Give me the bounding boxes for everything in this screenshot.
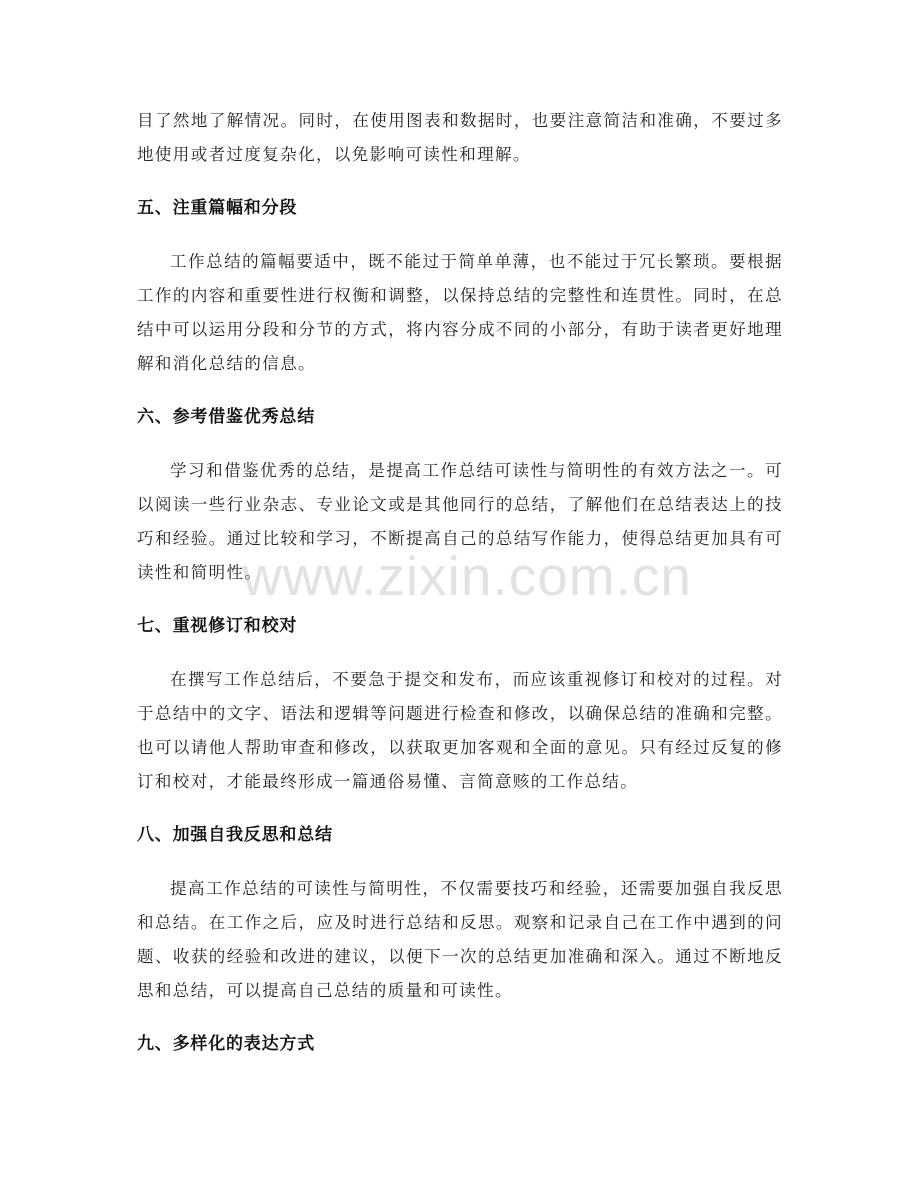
section-heading-8: 八、加强自我反思和总结 [137, 825, 333, 845]
section-heading-7: 七、重视修订和校对 [137, 616, 298, 636]
intro-paragraph: 目了然地了解情况。同时，在使用图表和数据时，也要注意简洁和准确，不要过多地使用或者过度复杂化，以免影响可读性和理解。 [137, 111, 783, 164]
watermark-text: www.zixin.com.cn [242, 545, 692, 607]
section-heading-9: 九、多样化的表达方式 [137, 1034, 315, 1054]
section-body-6: 学习和借鉴优秀的总结，是提高工作总结可读性与简明性的有效方法之一。可以阅读一些行业杂志、专业论文或是其他同行的总结，了解他们在总结表达上的技巧和经验。通过比较和学习，不断提高自己的总结写作能力，使得总结更加具有可读性和简明性。 [137, 461, 783, 582]
section-body-7: 在撰写工作总结后，不要急于提交和发布，而应该重视修订和校对的过程。对于总结中的文字、语法和逻辑等问题进行检查和修改，以确保总结的准确和完整。也可以请他人帮助审查和修改，以获取更加客观和全面的意见。只有经过反复的修订和校对，才能最终形成一篇通俗易懂、言简意赅的工作总结。 [137, 670, 783, 791]
section-heading-5: 五、注重篇幅和分段 [137, 198, 298, 218]
section-body-5: 工作总结的篇幅要适中，既不能过于简单单薄，也不能过于冗长繁琐。要根据工作的内容和重要性进行权衡和调整，以保持总结的完整性和连贯性。同时，在总结中可以运用分段和分节的方式，将内容分成不同的小部分，有助于读者更好地理解和消化总结的信息。 [137, 252, 783, 373]
section-body-8: 提高工作总结的可读性与简明性，不仅需要技巧和经验，还需要加强自我反思和总结。在工作之后，应及时进行总结和反思。观察和记录自己在工作中遇到的问题、收获的经验和改进的建议，以便下一次的总结更加准确和深入。通过不断地反思和总结，可以提高自己总结的质量和可读性。 [137, 879, 783, 1000]
section-heading-6: 六、参考借鉴优秀总结 [137, 407, 315, 427]
document-content [137, 104, 783, 1061]
